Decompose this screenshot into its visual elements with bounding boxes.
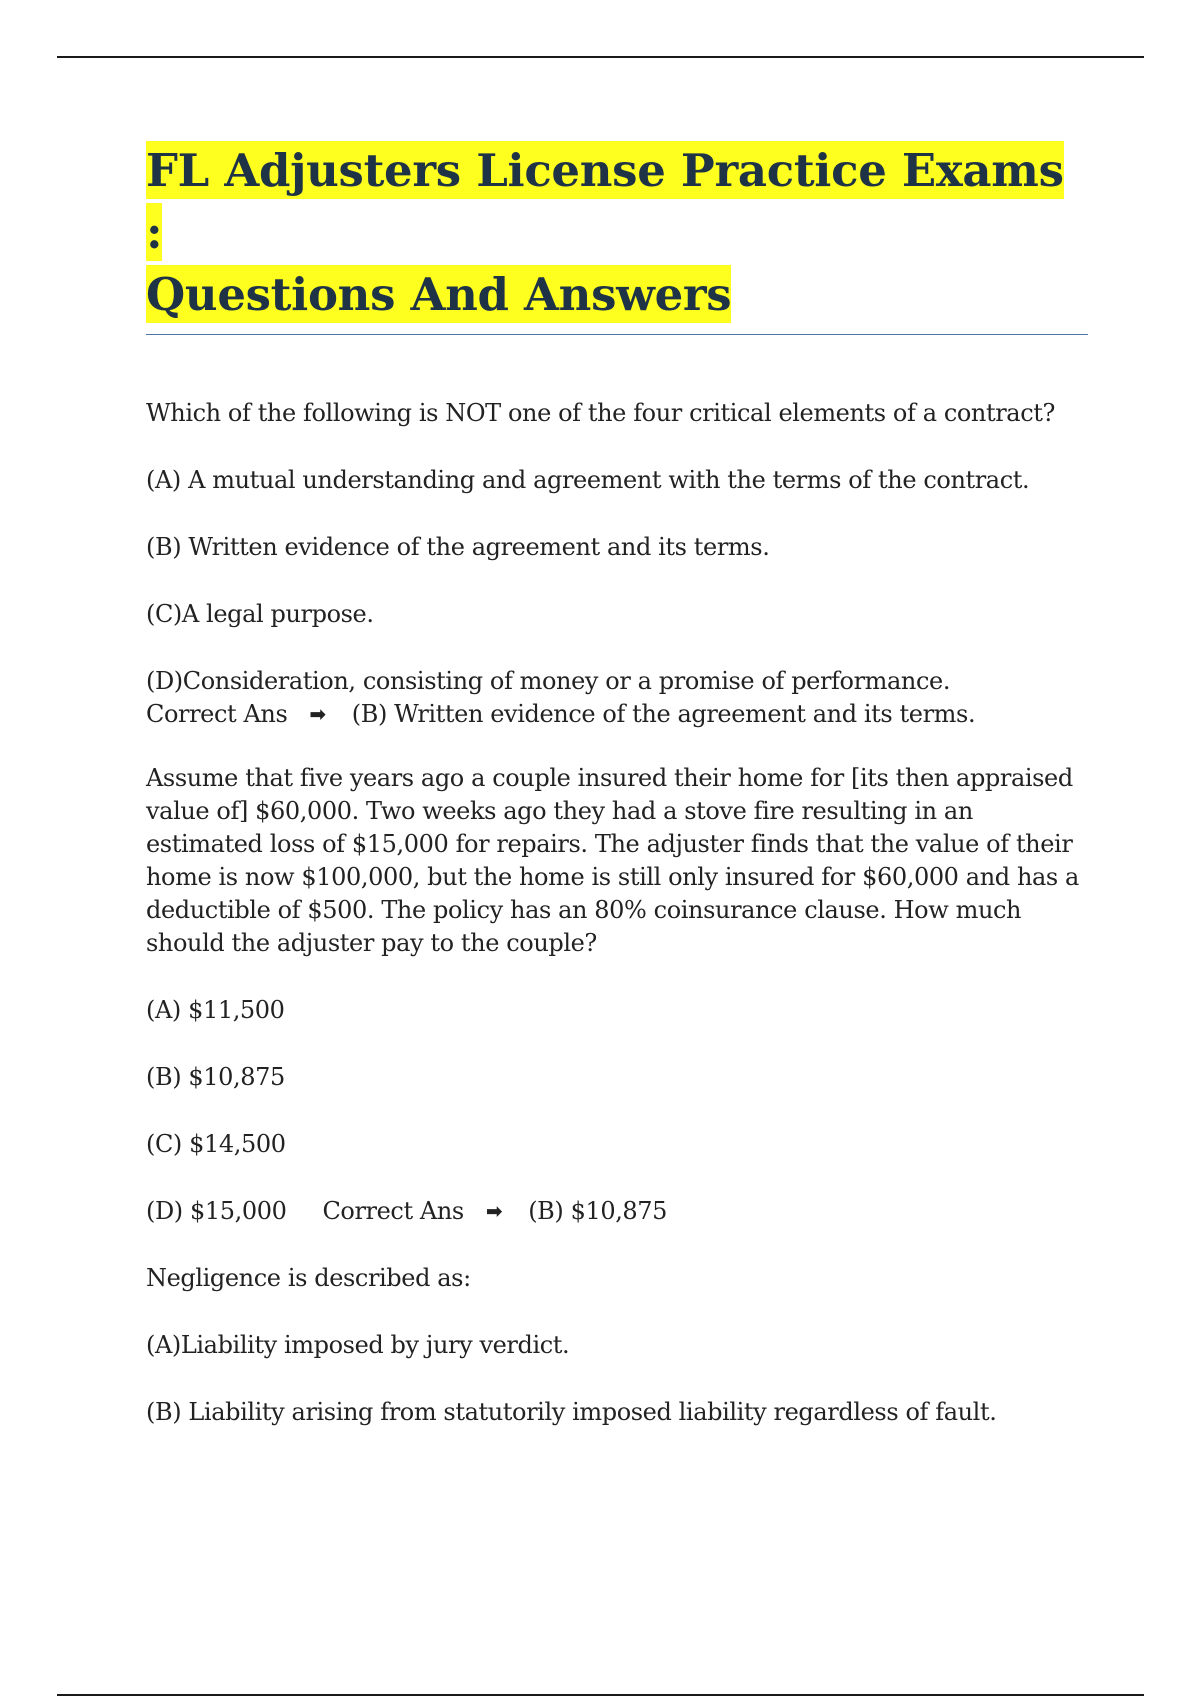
question-3-option-a: (A)Liability imposed by jury verdict.	[146, 1331, 570, 1359]
question-3-option-b: (B) Liability arising from statutorily imposed liability regardless of fault.	[146, 1398, 997, 1426]
bottom-rule	[57, 1694, 1144, 1696]
question-2-option-b: (B) $10,875	[146, 1063, 285, 1091]
question-2-answer-value: (B) $10,875	[528, 1197, 668, 1225]
question-3-text: Negligence is described as:	[146, 1264, 471, 1292]
question-1-answer-label: Correct Ans	[146, 700, 288, 728]
top-rule	[57, 56, 1144, 58]
question-2-option-d-and-answer	[146, 1195, 1092, 1228]
question-1-option-a: (A) A mutual understanding and agreement with the terms of the contract.	[146, 466, 1030, 494]
question-1-text: Which of the following is NOT one of the four critical elements of a contract?	[146, 399, 1055, 427]
title-line-1: FL Adjusters License Practice Exams :	[146, 141, 1064, 261]
title-line-2: Questions And Answers	[146, 265, 731, 323]
right-arrow-icon: ➡	[485, 1199, 503, 1223]
title-underline	[146, 334, 1088, 335]
question-1-answer-value: (B) Written evidence of the agreement and its terms.	[351, 700, 976, 728]
question-1-option-b: (B) Written evidence of the agreement and its terms.	[146, 533, 770, 561]
right-arrow-icon: ➡	[309, 702, 326, 726]
question-2-option-d: (D) $15,000	[146, 1197, 287, 1225]
question-1-option-c: (C)A legal purpose.	[146, 600, 374, 628]
question-2-text: Assume that five years ago a couple insured their home for [its then appraised value of] $60,000. Two weeks ago they had a stove fire resulting in an estimated loss of $15,000 for repairs. The adjuster finds that the value of their home is now $100,000, but the home is still only insured for $60,000 and has a deductible of $500. The policy has an 80% coinsurance clause. How much should the adjuster pay to the couple?	[146, 764, 1079, 957]
page-title	[146, 140, 1092, 326]
question-2-option-a: (A) $11,500	[146, 996, 285, 1024]
document-body	[146, 140, 1092, 1429]
question-2-option-c: (C) $14,500	[146, 1130, 286, 1158]
question-2-answer-label: Correct Ans	[322, 1197, 464, 1225]
question-1-answer	[146, 698, 1092, 731]
question-1-option-d: (D)Consideration, consisting of money or a promise of performance.	[146, 667, 951, 695]
